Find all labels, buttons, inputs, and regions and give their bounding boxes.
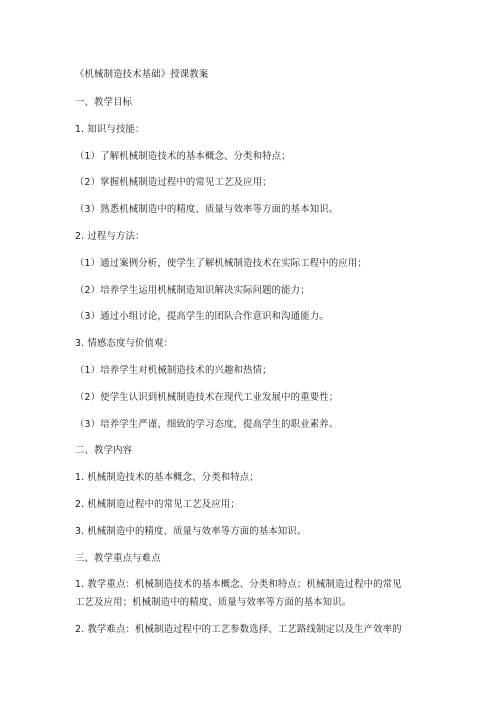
list-item: 1. 机械制造技术的基本概念、分类和特点； (75, 472, 259, 483)
paragraph-line: 2. 教学难点：机械制造过程中的工艺参数选择、工艺路线制定以及生产效率的 (75, 624, 402, 635)
paragraph-line: 工艺及应用；机械制造中的精度、质量与效率等方面的基本知识。 (75, 597, 352, 608)
document-title: 《机械制造技术基础》授课教案 (75, 69, 209, 80)
list-item: 2. 机械制造过程中的常见工艺及应用； (75, 499, 240, 510)
paragraph-line: 1. 教学重点：机械制造技术的基本概念、分类和特点；机械制造过程中的常见 (75, 579, 402, 590)
section-heading-objectives: 一、教学目标 (75, 97, 133, 108)
list-item: （1）了解机械制造技术的基本概念、分类和特点； (75, 151, 291, 162)
list-item: 3. 机械制造中的精度、质量与效率等方面的基本知识。 (75, 526, 307, 537)
section-heading-key-points: 三、教学重点与难点 (75, 553, 161, 564)
section-heading-content: 二、教学内容 (75, 445, 133, 456)
subheading-knowledge-skills: 1. 知识与技能： (75, 124, 145, 135)
list-item: （2）培养学生运用机械制造知识解决实际问题的能力； (75, 285, 310, 296)
list-item: （2）掌握机械制造过程中的常见工艺及应用； (75, 177, 272, 188)
list-item: （2）使学生认识到机械制造技术在现代工业发展中的重要性； (75, 392, 339, 403)
list-item: （3）熟悉机械制造中的精度、质量与效率等方面的基本知识。 (75, 204, 339, 215)
list-item: （3）培养学生严谨、细致的学习态度，提高学生的职业素养。 (75, 419, 339, 430)
list-item: （3）通过小组讨论，提高学生的团队合作意识和沟通能力。 (75, 311, 329, 322)
subheading-attitude-values: 3. 情感态度与价值观： (75, 338, 174, 349)
list-item: （1）通过案例分析，使学生了解机械制造技术在实际工程中的应用； (75, 258, 367, 269)
list-item: （1）培养学生对机械制造技术的兴趣和热情； (75, 365, 272, 376)
subheading-process-methods: 2. 过程与方法： (75, 231, 145, 242)
